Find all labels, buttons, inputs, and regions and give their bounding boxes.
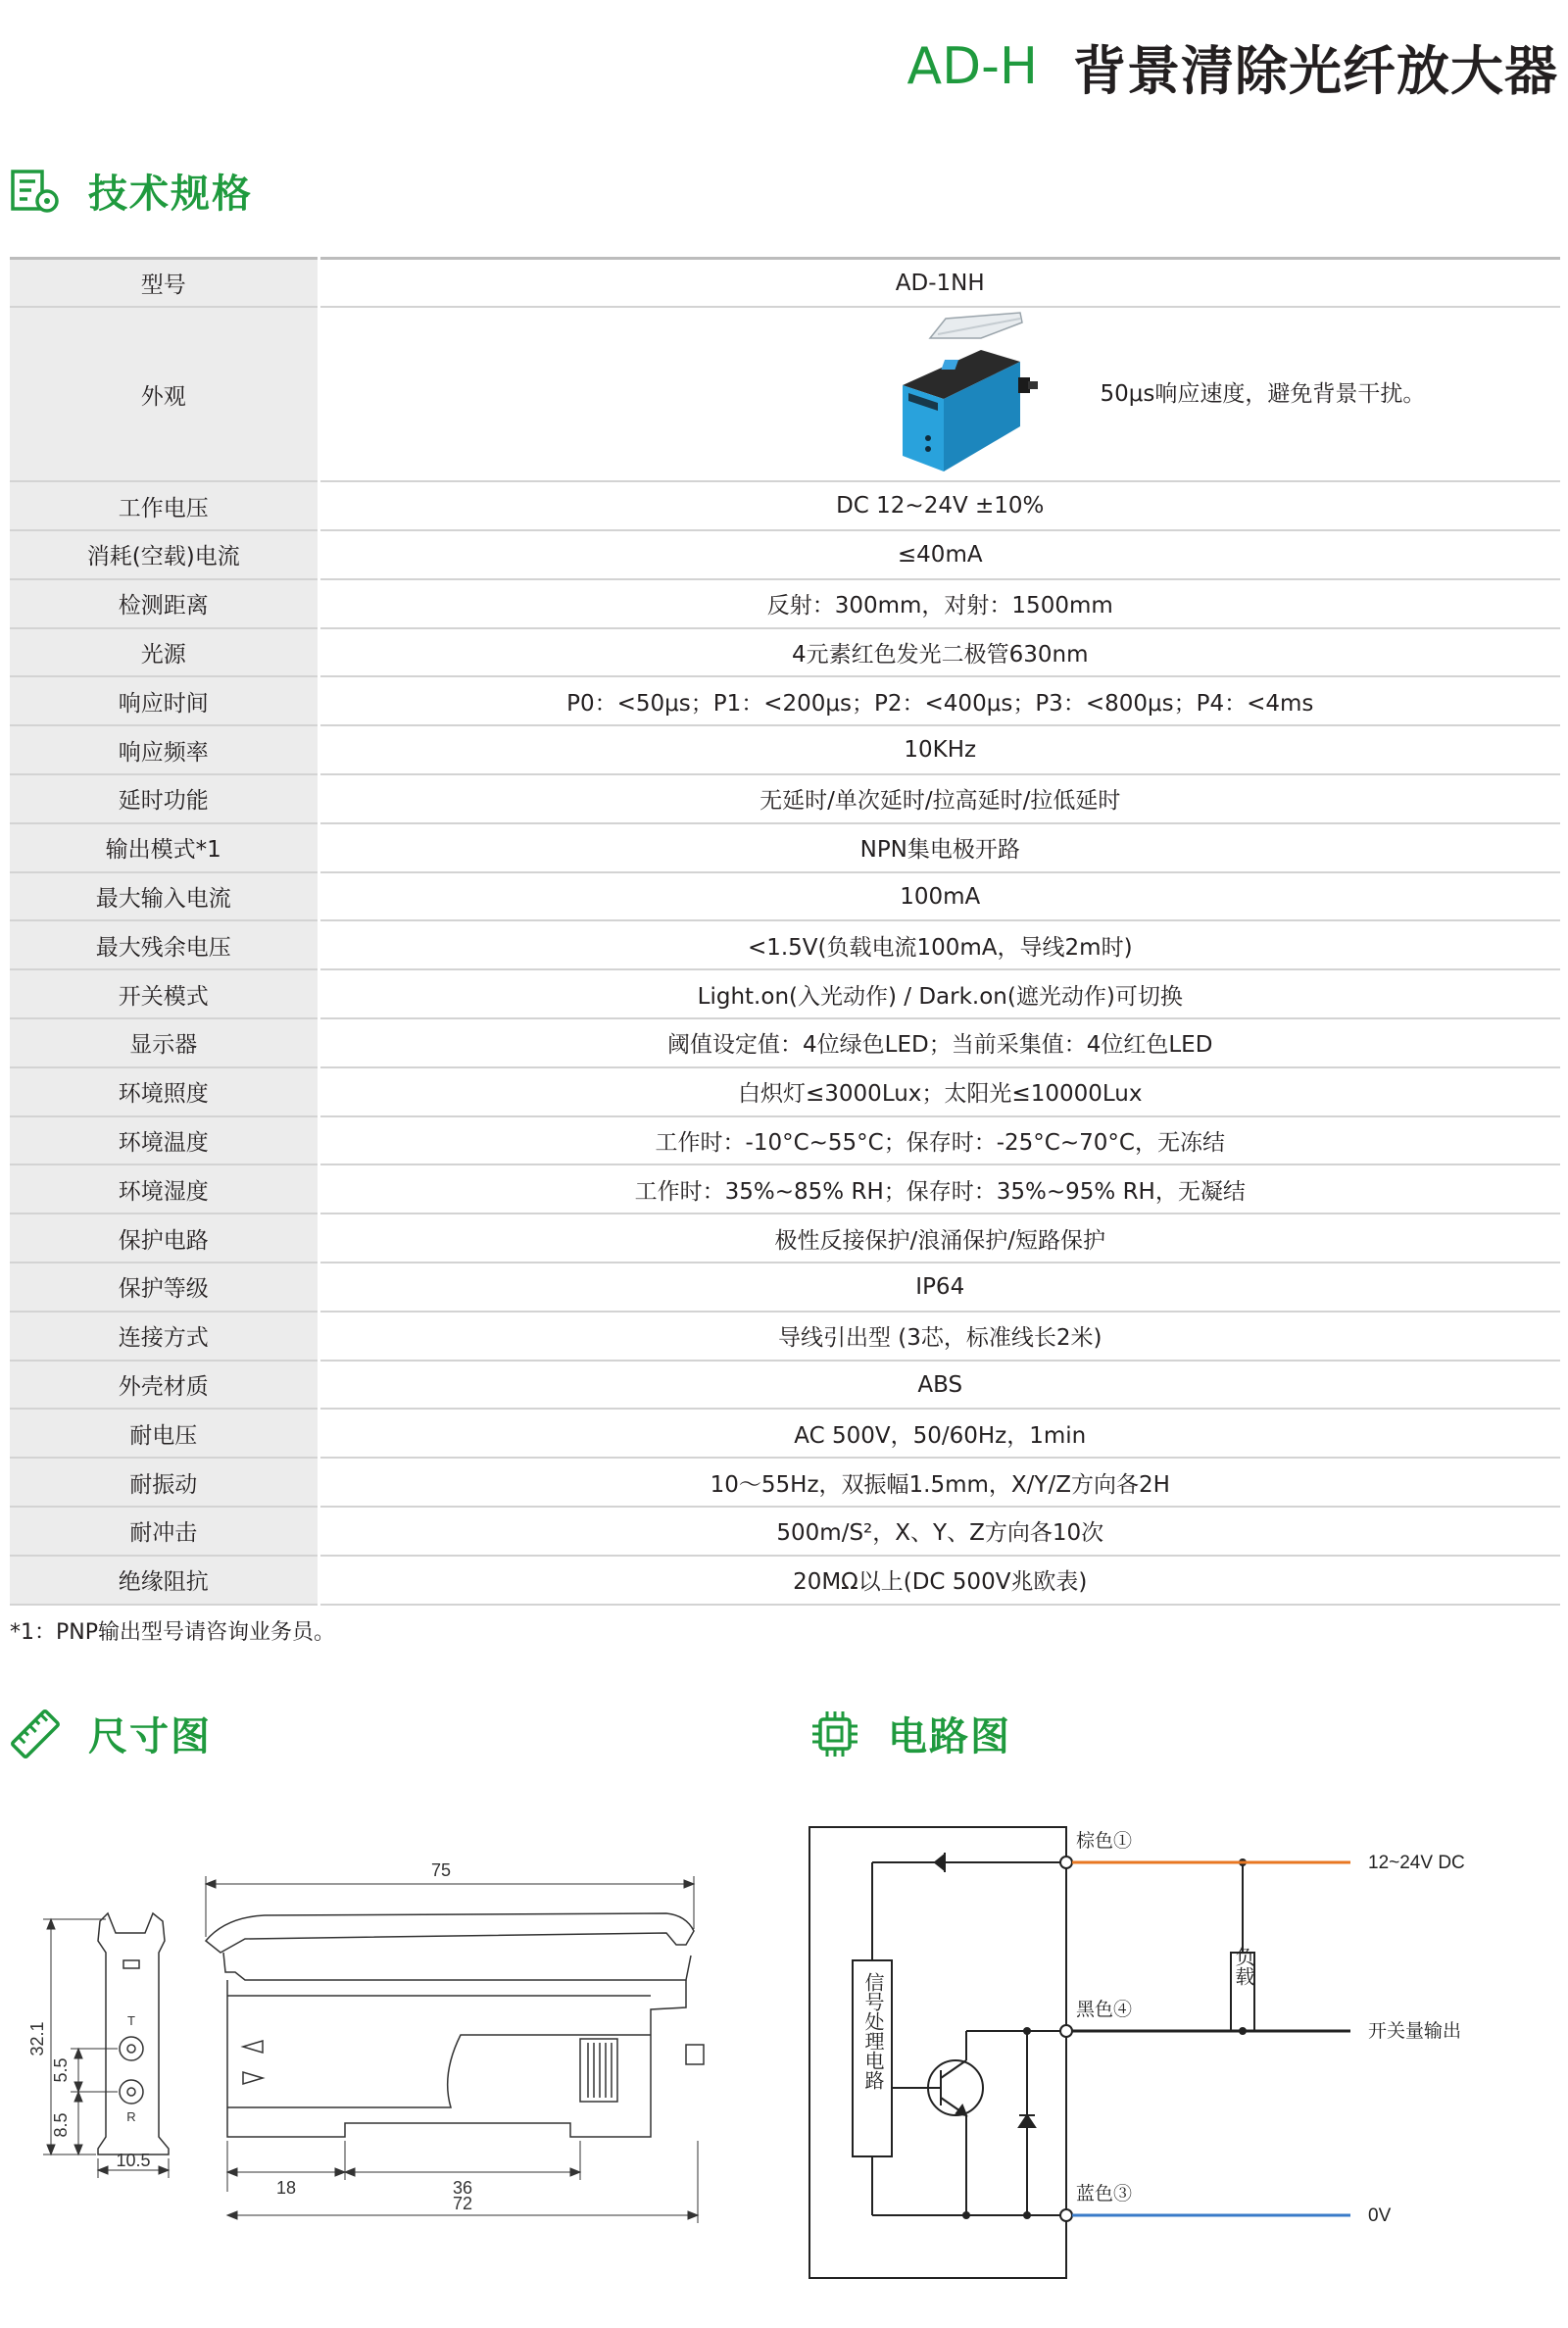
dim-label-36: 36	[452, 2178, 473, 2198]
spec-label: 最大输入电流	[10, 872, 318, 921]
table-row	[10, 1409, 1560, 1458]
spec-value: AD-1NH	[318, 259, 1560, 308]
spec-table	[10, 257, 1560, 1606]
appearance-note: 50μs响应速度，避免背景干扰。	[1100, 381, 1426, 408]
spec-value: 导线引出型 (3芯，标准线长2米)	[318, 1312, 1560, 1361]
spec-label: 环境照度	[10, 1067, 318, 1116]
spec-value: 20MΩ以上(DC 500V兆欧表)	[318, 1556, 1560, 1605]
product-photo-cell	[326, 309, 1555, 479]
spec-label: 型号	[10, 259, 318, 308]
spec-value: ABS	[318, 1361, 1560, 1410]
table-row	[10, 1312, 1560, 1361]
dim-label-10-5: 10.5	[116, 2151, 151, 2170]
spec-label: 耐冲击	[10, 1507, 318, 1556]
table-row	[10, 259, 1560, 308]
dim-label-75: 75	[430, 1860, 452, 1880]
table-row	[10, 920, 1560, 969]
spec-label: 耐振动	[10, 1458, 318, 1507]
spec-value: 4元素红色发光二极管630nm	[318, 628, 1560, 677]
spec-value: 工作时：35%~85% RH；保存时：35%~95% RH，无凝结	[318, 1164, 1560, 1214]
dimension-drawing	[0, 1843, 745, 2274]
specs-section-heading	[10, 163, 253, 219]
mark-t: T	[127, 2013, 135, 2028]
spec-label: 保护等级	[10, 1263, 318, 1312]
dimension-section-title: 尺寸图	[88, 1714, 212, 1759]
spec-value: 500m/S²，X、Y、Z方向各10次	[318, 1507, 1560, 1556]
table-row	[10, 530, 1560, 579]
table-row	[10, 481, 1560, 530]
spec-value: NPN集电极开路	[318, 823, 1560, 872]
spec-label: 最大残余电压	[10, 920, 318, 969]
spec-value: P0：<50μs；P1：<200μs；P2：<400μs；P3：<800μs；P4：<4ms	[318, 676, 1560, 725]
table-row	[10, 725, 1560, 774]
table-row	[10, 1361, 1560, 1410]
spec-value: 极性反接保护/浪涌保护/短路保护	[318, 1214, 1560, 1263]
table-row	[10, 628, 1560, 677]
blue-label: 蓝色③	[1076, 2184, 1133, 2204]
table-row	[10, 969, 1560, 1018]
spec-label: 工作电压	[10, 481, 318, 530]
load-label: 负载	[1232, 1947, 1253, 1986]
spec-label: 消耗(空载)电流	[10, 530, 318, 579]
table-row	[10, 1116, 1560, 1165]
brown-label: 棕色①	[1076, 1831, 1133, 1852]
table-row	[10, 307, 1560, 481]
spec-label: 输出模式*1	[10, 823, 318, 872]
spec-label: 外壳材质	[10, 1361, 318, 1410]
spec-label: 检测距离	[10, 579, 318, 628]
spec-value: <1.5V(负载电流100mA，导线2m时)	[318, 920, 1560, 969]
table-row	[10, 1263, 1560, 1312]
spec-label: 耐电压	[10, 1409, 318, 1458]
circuit-section-title: 电路图	[888, 1714, 1011, 1759]
table-row	[10, 1214, 1560, 1263]
spec-label: 保护电路	[10, 1214, 318, 1263]
chip-icon	[809, 1709, 860, 1759]
table-row	[10, 1067, 1560, 1116]
dimension-section-heading	[10, 1706, 212, 1761]
product-photo	[873, 309, 1069, 479]
ruler-icon	[10, 1709, 61, 1759]
table-row	[10, 872, 1560, 921]
spec-label: 显示器	[10, 1018, 318, 1067]
spec-label: 响应频率	[10, 725, 318, 774]
spec-label: 延时功能	[10, 774, 318, 823]
spec-value: 10～55Hz，双振幅1.5mm，X/Y/Z方向各2H	[318, 1458, 1560, 1507]
spec-label: 绝缘阻抗	[10, 1556, 318, 1605]
spec-value: IP64	[318, 1263, 1560, 1312]
footnote: *1：PNP输出型号请咨询业务员。	[10, 1620, 335, 1645]
table-row	[10, 1507, 1560, 1556]
ground-label: 0V	[1368, 2205, 1392, 2226]
table-row	[10, 676, 1560, 725]
dim-label-8-5: 8.5	[51, 2112, 71, 2138]
spec-value: 工作时：-10°C~55°C；保存时：-25°C~70°C，无冻结	[318, 1116, 1560, 1165]
dim-label-18: 18	[275, 2178, 297, 2198]
spec-sheet-icon	[10, 166, 61, 217]
spec-value: 反射：300mm，对射：1500mm	[318, 579, 1560, 628]
dim-label-32-1: 32.1	[27, 2021, 47, 2056]
page-header	[907, 27, 1558, 106]
supply-label: 12~24V DC	[1368, 1853, 1465, 1873]
spec-label: 光源	[10, 628, 318, 677]
spec-value: 10KHz	[318, 725, 1560, 774]
table-row	[10, 774, 1560, 823]
specs-section-title: 技术规格	[88, 172, 253, 217]
spec-value: 无延时/单次延时/拉高延时/拉低延时	[318, 774, 1560, 823]
circuit-section-heading	[809, 1706, 1011, 1761]
spec-value: 100mA	[318, 872, 1560, 921]
table-row	[10, 579, 1560, 628]
table-row	[10, 1018, 1560, 1067]
table-row	[10, 1164, 1560, 1214]
product-model: AD-H	[906, 37, 1038, 96]
spec-value: AC 500V，50/60Hz，1min	[318, 1409, 1560, 1458]
circuit-diagram	[784, 1804, 1568, 2294]
table-row	[10, 1458, 1560, 1507]
spec-label: 连接方式	[10, 1312, 318, 1361]
spec-label: 环境温度	[10, 1116, 318, 1165]
dim-label-72: 72	[452, 2194, 473, 2213]
spec-value: ≤40mA	[318, 530, 1560, 579]
black-label: 黑色④	[1076, 2000, 1133, 2020]
spec-label: 外观	[10, 307, 318, 481]
spec-value: 白炽灯≤3000Lux；太阳光≤10000Lux	[318, 1067, 1560, 1116]
dim-label-5-5: 5.5	[51, 2057, 71, 2083]
page-title: 背景清除光纤放大器	[1073, 39, 1558, 102]
output-label: 开关量输出	[1368, 2021, 1462, 2042]
table-row	[10, 1556, 1560, 1605]
spec-label: 响应时间	[10, 676, 318, 725]
mark-r: R	[126, 2109, 136, 2124]
spec-label: 开关模式	[10, 969, 318, 1018]
spec-value: DC 12~24V ±10%	[318, 481, 1560, 530]
table-row	[10, 823, 1560, 872]
spec-value: 阈值设定值：4位绿色LED；当前采集值：4位红色LED	[318, 1018, 1560, 1067]
spec-value: Light.on(入光动作) / Dark.on(遮光动作)可切换	[318, 969, 1560, 1018]
spec-label: 环境湿度	[10, 1164, 318, 1214]
processor-label: 信号处理电路	[861, 1972, 883, 2090]
